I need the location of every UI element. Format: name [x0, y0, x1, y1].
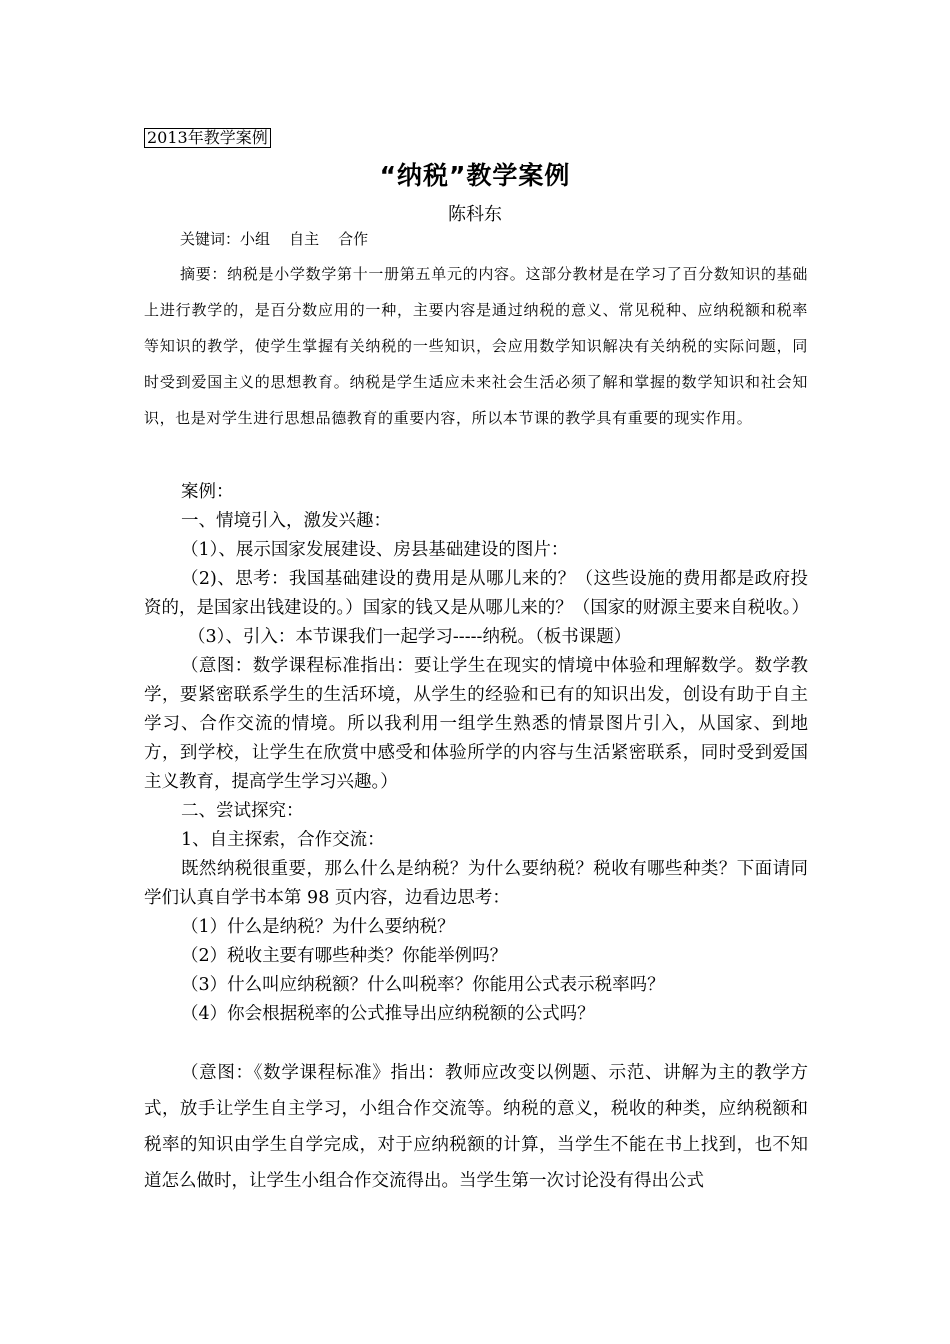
section-1-title: 一、情境引入，激发兴趣： [181, 511, 391, 531]
question-4: （4）你会根据税率的公式推导出应纳税额的公式吗？ [181, 1004, 595, 1024]
question-3: （3）什么叫应纳税额？什么叫税率？你能用公式表示税率吗？ [181, 975, 665, 995]
document-title: “纳税”教学案例 [379, 161, 571, 190]
abstract: 摘要：纳税是小学数学第十一册第五单元的内容。这部分教材是在学习了百分数知识的基础上进行教学的，是百分数应用的一种，主要内容是通过纳税的意义、常见税种、应纳税额和税率等知识的教学，使学生掌握有关纳税的一些知识，会应用数学知识解决有关纳税的实际问题，同时受到爱国主义的思想教育。纳税是学生适应未来社会生活必须了解和掌握的数学知识和社会知识，也是对学生进行思想品德教育的重要内容，所以本节课的教学具有重要的现实作用。 [144, 265, 808, 427]
item-3: （3）、引入：本节课我们一起学习-----纳税。（板书课题） [188, 627, 632, 647]
question-intro: 既然纳税很重要，那么什么是纳税？为什么要纳税？税收有哪些种类？下面请同学们认真自学书本第 98 页内容，边看边思考： [144, 859, 808, 908]
item-1: （1）、展示国家发展建设、房县基础建设的图片： [181, 540, 569, 560]
section-2-title: 二、尝试探究： [181, 801, 304, 821]
intent-1: （意图：数学课程标准指出：要让学生在现实的情境中体验和理解数学。数学教学，要紧密联系学生的生活环境，从学生的经验和已有的知识出发，创设有助于自主学习、合作交流的情境。所以我利用一组学生熟悉的情景图片引入，从国家、到地方，到学校，让学生在欣赏中感受和体验所学的内容与生活紧密联系，同时受到爱国主义教育，提高学生学习兴趣。） [144, 656, 808, 792]
keywords: 关键词：小组 自主 合作 [180, 230, 369, 248]
body-text [144, 478, 808, 1029]
intent-2: （意图：《数学课程标准》指出：教师应改变以例题、示范、讲解为主的教学方式，放手让学生自主学习，小组合作交流等。纳税的意义，税收的种类，应纳税额和税率的知识由学生自学完成，对于应纳税额的计算，当学生不能在书上找到，也不知道怎么做时，让学生小组合作交流得出。当学生第一次讨论没有得出公式 [144, 1063, 808, 1191]
subsection-1-title: 1、自主探索，合作交流： [181, 830, 385, 850]
lower-text [144, 1055, 808, 1199]
author: 陈科东 [448, 204, 502, 225]
case-label: 案例： [181, 482, 234, 502]
question-1: （1）什么是纳税？为什么要纳税？ [181, 917, 455, 937]
header-tag: 2013年教学案例 [144, 128, 271, 148]
item-2: （2)、思考：我国基础建设的费用是从哪儿来的？（这些设施的费用都是政府投资的，是国家出钱建设的。）国家的钱又是从哪儿来的？（国家的财源主要来自税收。） [144, 569, 809, 618]
question-2: （2）税收主要有哪些种类？你能举例吗？ [181, 946, 508, 966]
